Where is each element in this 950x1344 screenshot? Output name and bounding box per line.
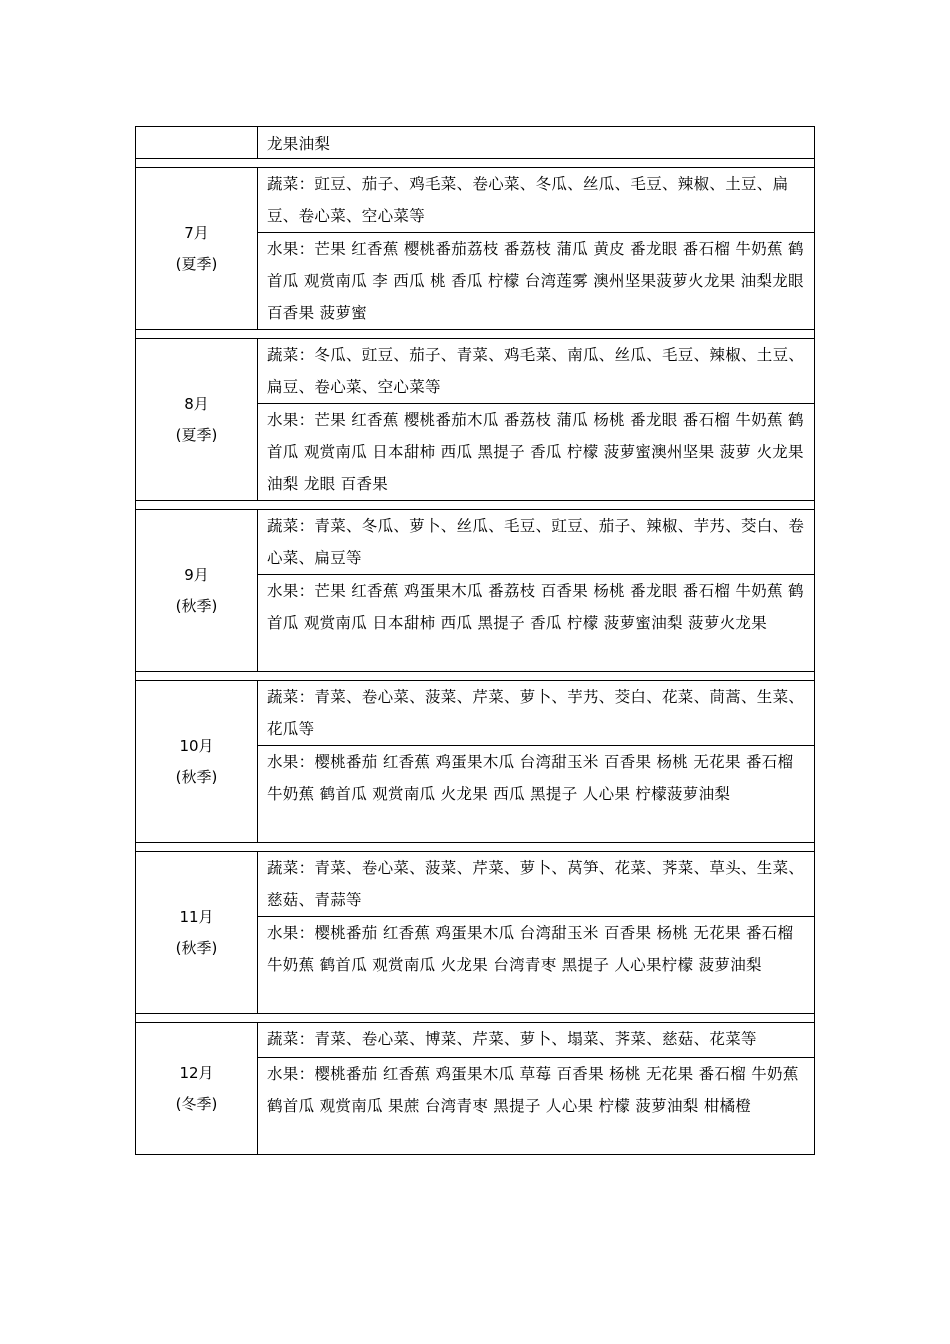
month-label: 8月	[184, 394, 209, 413]
vegetables-cell: 蔬菜：冬瓜、豇豆、茄子、青菜、鸡毛菜、南瓜、丝瓜、毛豆、辣椒、土豆、扁豆、卷心菜、空心菜等	[258, 339, 814, 404]
fruits-cell: 水果：芒果 红香蕉 鸡蛋果木瓜 番荔枝 百香果 杨桃 番龙眼 番石榴 牛奶蕉 鹤首瓜 观赏南瓜 日本甜柿 西瓜 黑提子 香瓜 柠檬 菠萝蜜油梨 菠萝火龙果	[267, 582, 804, 632]
month-cell-empty	[136, 127, 258, 158]
fruits-cell: 水果：樱桃番茄 红香蕉 鸡蛋果木瓜 台湾甜玉米 百香果 杨桃 无花果 番石榴 牛奶蕉 鹤首瓜 观赏南瓜 火龙果 西瓜 黑提子 人心果 柠檬菠萝油梨	[267, 753, 799, 803]
continuation-row	[135, 126, 815, 158]
month-row-7	[135, 167, 815, 329]
season-label: (夏季)	[175, 254, 218, 273]
month-label: 12月	[179, 1063, 214, 1082]
month-cell	[136, 168, 258, 329]
month-label: 7月	[184, 223, 209, 242]
month-row-8	[135, 338, 815, 500]
season-label: (冬季)	[175, 1094, 218, 1113]
month-cell	[136, 339, 258, 500]
month-label: 10月	[179, 736, 214, 755]
month-cell	[136, 852, 258, 1013]
season-label: (秋季)	[175, 596, 218, 615]
vegetables-cell: 蔬菜：青菜、冬瓜、萝卜、丝瓜、毛豆、豇豆、茄子、辣椒、芋艿、茭白、卷心菜、扁豆等	[258, 510, 814, 575]
month-cell	[136, 510, 258, 671]
fruits-cell: 水果：芒果 红香蕉 樱桃番茄木瓜 番荔枝 蒲瓜 杨桃 番龙眼 番石榴 牛奶蕉 鹤首瓜 观赏南瓜 日本甜柿 西瓜 黑提子 香瓜 柠檬 菠萝蜜澳州坚果 菠萝 火龙果油梨 龙眼 百香果	[267, 411, 804, 493]
month-cell	[136, 1023, 258, 1154]
fruits-cell: 水果：芒果 红香蕉 樱桃番茄荔枝 番荔枝 蒲瓜 黄皮 番龙眼 番石榴 牛奶蕉 鹤首瓜 观赏南瓜 李 西瓜 桃 香瓜 柠檬 台湾莲雾 澳州坚果菠萝火龙果 油梨龙眼 百香果 菠萝蜜	[267, 240, 810, 322]
month-row-9	[135, 509, 815, 671]
produce-cells	[258, 681, 814, 842]
produce-cells	[258, 852, 814, 1013]
month-label: 11月	[179, 907, 214, 926]
row-spacer	[135, 158, 815, 167]
season-label: (秋季)	[175, 938, 218, 957]
fruits-cell: 水果：樱桃番茄 红香蕉 鸡蛋果木瓜 台湾甜玉米 百香果 杨桃 无花果 番石榴 牛奶蕉 鹤首瓜 观赏南瓜 火龙果 台湾青枣 黑提子 人心果柠檬 菠萝油梨	[267, 924, 799, 974]
vegetables-cell: 蔬菜：青菜、卷心菜、菠菜、芹菜、萝卜、芋艿、茭白、花菜、茼蒿、生菜、花瓜等	[258, 681, 814, 746]
fruits-continuation-cell: 龙果油梨	[267, 135, 331, 153]
vegetables-cell: 蔬菜：青菜、卷心菜、菠菜、芹菜、萝卜、莴笋、花菜、荠菜、草头、生菜、慈菇、青蒜等	[258, 852, 814, 917]
produce-calendar-table	[135, 126, 815, 1155]
produce-cells	[258, 510, 814, 671]
row-spacer	[135, 329, 815, 338]
row-spacer	[135, 842, 815, 851]
month-row-11	[135, 851, 815, 1013]
row-spacer	[135, 671, 815, 680]
month-row-12	[135, 1022, 815, 1155]
season-label: (夏季)	[175, 425, 218, 444]
produce-cells	[258, 339, 814, 500]
vegetables-cell: 蔬菜：豇豆、茄子、鸡毛菜、卷心菜、冬瓜、丝瓜、毛豆、辣椒、土豆、扁豆、卷心菜、空心菜等	[258, 168, 814, 233]
produce-cells	[258, 168, 814, 329]
row-spacer	[135, 1013, 815, 1022]
fruits-cell: 水果：樱桃番茄 红香蕉 鸡蛋果木瓜 草莓 百香果 杨桃 无花果 番石榴 牛奶蕉 鹤首瓜 观赏南瓜 果蔗 台湾青枣 黑提子 人心果 柠檬 菠萝油梨 柑橘橙	[267, 1065, 804, 1115]
month-label: 9月	[184, 565, 209, 584]
produce-cells	[258, 1023, 814, 1154]
month-cell	[136, 681, 258, 842]
vegetables-cell: 蔬菜：青菜、卷心菜、博菜、芹菜、萝卜、塌菜、荠菜、慈菇、花菜等	[258, 1023, 814, 1058]
season-label: (秋季)	[175, 767, 218, 786]
row-spacer	[135, 500, 815, 509]
month-row-10	[135, 680, 815, 842]
